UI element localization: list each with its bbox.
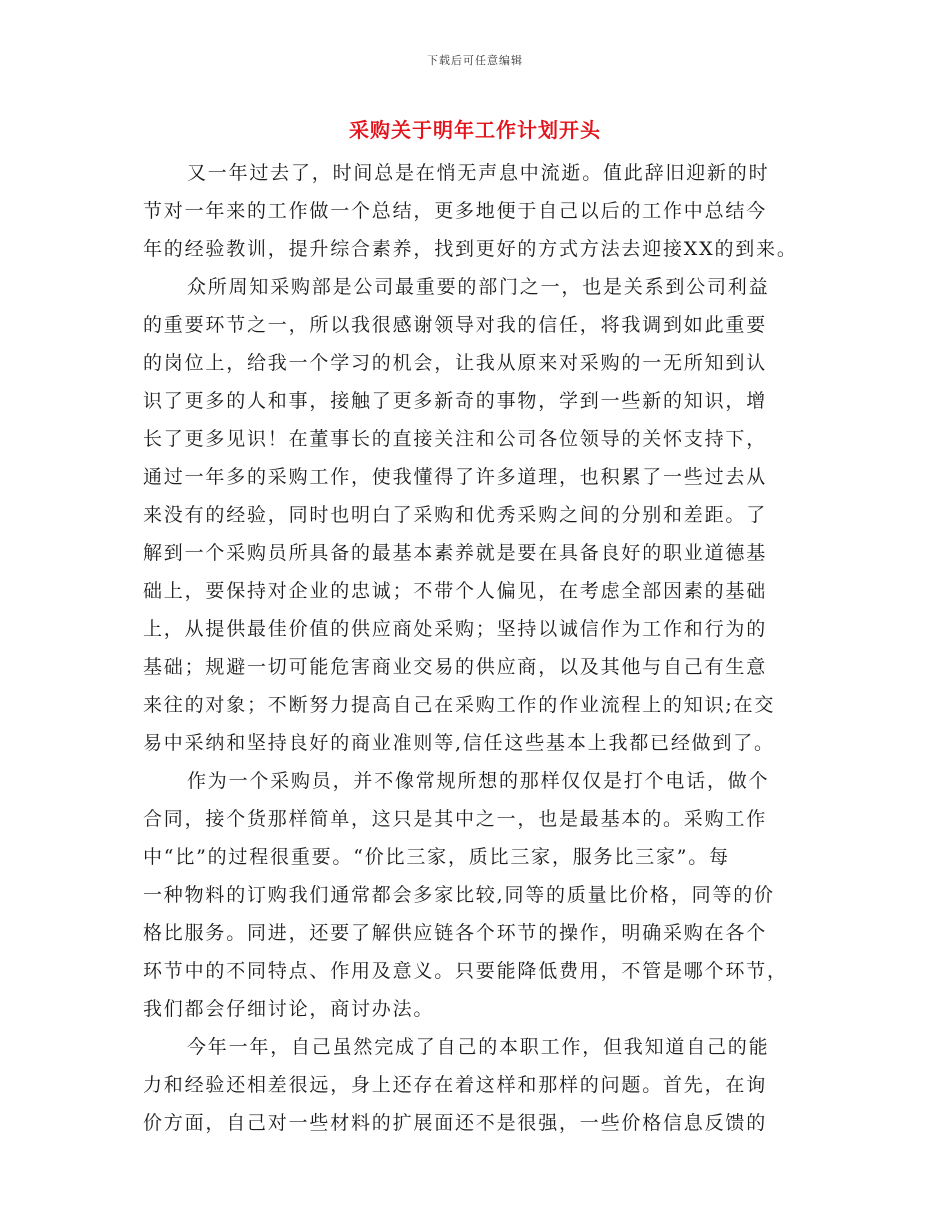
- paragraph-3-line-4: 一种物料的订购我们通常都会多家比较,同等的质量比价格，同等的价: [143, 884, 775, 906]
- paragraph-1-line-2: 节对一年来的工作做一个总结，更多地便于自己以后的工作中总结今: [143, 200, 768, 222]
- paragraph-2-line-2: 的重要环节之一，所以我很感谢领导对我的信任，将我调到如此重要: [143, 314, 768, 336]
- paragraph-3-line-2: 合同，接个货那样简单，这只是其中之一，也是最基本的。采购工作: [143, 808, 768, 830]
- paragraph-2-line-13: 易中采纳和坚持良好的商业准则等,信任这些基本上我都已经做到了。: [143, 732, 775, 754]
- paragraph-2-line-8: 解到一个采购员所具备的最基本素养就是要在具备良好的职业道德基: [143, 542, 768, 564]
- paragraph-2-line-4: 识了更多的人和事，接触了更多新奇的事物，学到一些新的知识，增: [143, 390, 768, 412]
- paragraph-2-line-9: 础上，要保持对企业的忠诚；不带个人偏见，在考虑全部因素的基础: [143, 580, 768, 602]
- paragraph-3-line-1: 作为一个采购员，并不像常规所想的那样仅仅是打个电话，做个: [187, 770, 770, 792]
- paragraph-4-line-2: 力和经验还相差很远，身上还存在着这样和那样的问题。首先，在询: [143, 1074, 768, 1096]
- paragraph-3-line-6: 环节中的不同特点、作用及意义。只要能降低费用，不管是哪个环节，: [143, 960, 788, 982]
- paragraph-4-line-3: 价方面，自己对一些材料的扩展面还不是很强，一些价格信息反馈的: [143, 1112, 768, 1134]
- paragraph-1-line-3: 年的经验教训，提升综合素养，找到更好的方式方法去迎接XX的到来。: [143, 238, 798, 260]
- paragraph-2-line-3: 的岗位上，给我一个学习的机会，让我从原来对采购的一无所知到认: [143, 352, 768, 374]
- page-header-note: 下载后可任意编辑: [427, 54, 523, 67]
- document-body: [143, 154, 807, 1142]
- paragraph-3-line-5: 格比服务。同进，还要了解供应链各个环节的操作，明确采购在各个: [143, 922, 768, 944]
- paragraph-3-line-3: 中“比”的过程很重要。“价比三家，质比三家，服务比三家”。每: [143, 846, 730, 868]
- document-title: 采购关于明年工作计划开头: [349, 118, 601, 142]
- paragraph-1-line-1: 又一年过去了，时间总是在悄无声息中流逝。值此辞旧迎新的时: [187, 162, 770, 184]
- paragraph-3-line-7: 我们都会仔细讨论，商讨办法。: [143, 998, 435, 1020]
- paragraph-2-line-11: 基础；规避一切可能危害商业交易的供应商，以及其他与自己有生意: [143, 656, 768, 678]
- paragraph-2-line-1: 众所周知采购部是公司最重要的部门之一，也是关系到公司利益: [187, 276, 770, 298]
- paragraph-4-line-1: 今年一年，自己虽然完成了自己的本职工作，但我知道自己的能: [187, 1036, 770, 1058]
- paragraph-2-line-10: 上，从提供最佳价值的供应商处采购；坚持以诚信作为工作和行为的: [143, 618, 768, 640]
- paragraph-2-line-5: 长了更多见识！在董事长的直接关注和公司各位领导的关怀支持下，: [143, 428, 768, 450]
- paragraph-2-line-7: 来没有的经验，同时也明白了采购和优秀采购之间的分别和差距。了: [143, 504, 768, 526]
- paragraph-2-line-12: 来往的对象；不断努力提高自己在采购工作的作业流程上的知识;在交: [143, 694, 776, 716]
- paragraph-2-line-6: 通过一年多的采购工作，使我懂得了许多道理，也积累了一些过去从: [143, 466, 768, 488]
